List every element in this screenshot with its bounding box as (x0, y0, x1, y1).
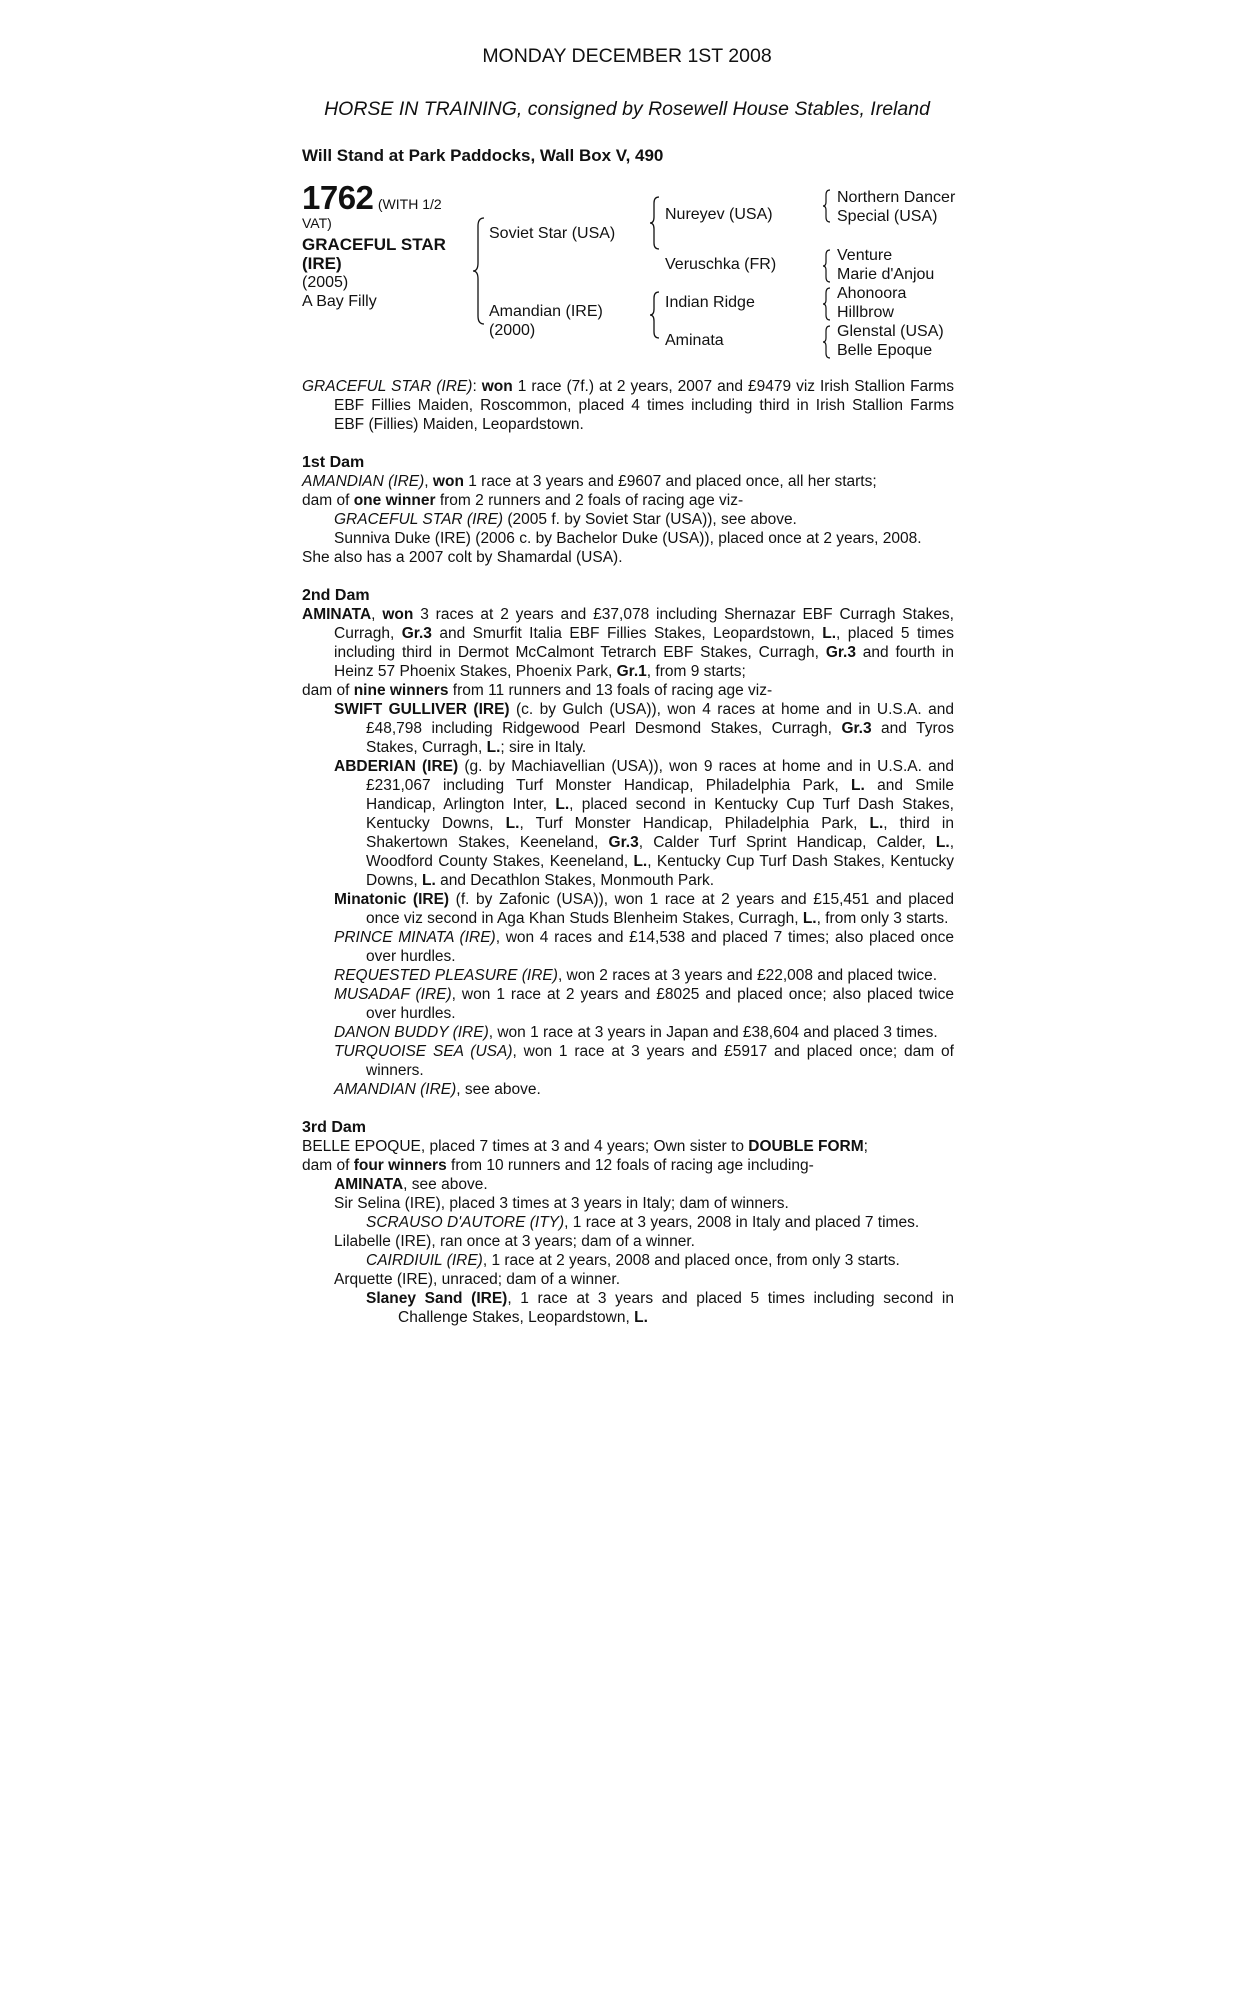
text: , placed 5 times including third in Dermot McCalmont Tetrarch EBF Stakes, Curragh, (334, 625, 954, 661)
produce-name: MUSADAF (IRE) (334, 986, 452, 1003)
lot-info (302, 179, 472, 311)
sire-dam: Veruschka (FR) (665, 256, 777, 273)
text: (g. by Machiavellian (USA)), won 9 races at home and in U.S.A. and £231,067 including Turf Monster Handicap, Philadelphia Park, (366, 758, 954, 794)
text: , won 1 race at 3 years in Japan and £38,604 and placed 3 times. (488, 1024, 938, 1041)
pedigree-brace-g3d (822, 324, 832, 360)
text: and Tyros Stakes, Curragh, (366, 720, 954, 756)
text: from 10 runners and 12 foals of racing age including- (446, 1157, 814, 1174)
text: , won 1 race at 2 years and £8025 and placed once; also placed twice over hurdles. (366, 986, 954, 1022)
horse-description: A Bay Filly (302, 293, 377, 310)
produce-entry (302, 1289, 954, 1327)
pedigree-brace-g3a (822, 188, 832, 224)
produce-name: AMINATA (334, 1176, 404, 1193)
gen3-6: Hillbrow (837, 304, 894, 321)
grade-label: Gr.3 (825, 644, 856, 661)
pedigree-brace-sire (649, 195, 661, 251)
produce-entry (302, 985, 954, 1023)
listed-label: L. (802, 910, 817, 927)
produce-entry (302, 1251, 954, 1270)
pedigree-brace-g3b (822, 248, 832, 284)
gen3-5: Ahonoora (837, 285, 907, 302)
pedigree-brace-g3c (822, 286, 832, 322)
produce-entry (302, 1175, 954, 1194)
pedigree-brace-main (472, 216, 486, 326)
sale-date: MONDAY DECEMBER 1ST 2008 (482, 45, 772, 67)
vat-note: (WITH 1/2 (377, 196, 442, 212)
first-dam-produce (302, 491, 954, 510)
pedigree-block (302, 179, 962, 368)
sire-sire: Nureyev (USA) (665, 206, 773, 223)
listed-label: L. (822, 625, 837, 642)
horse-name-line1: GRACEFUL STAR (302, 235, 446, 254)
produce-name: GRACEFUL STAR (IRE) (334, 511, 504, 528)
listed-label: L. (422, 872, 436, 889)
sire: Soviet Star (USA) (489, 225, 616, 242)
grade-label: Gr.3 (608, 834, 639, 851)
winners-count: four winners (353, 1157, 447, 1174)
winners-count: one winner (353, 492, 436, 509)
listed-label: L. (851, 777, 865, 794)
produce-entry (302, 700, 954, 757)
text: (c. by Gulch (USA)), won 4 races at home and in U.S.A. and £48,798 including Ridgewood Pearl Desmond Stakes, Curragh, (366, 701, 954, 737)
first-dam-record (302, 472, 954, 491)
horse-name: GRACEFUL STAR (IRE) (302, 378, 473, 395)
dam-sire: Indian Ridge (665, 294, 755, 311)
produce-name: TURQUOISE SEA (USA) (334, 1043, 513, 1060)
text: , from only 3 starts. (816, 910, 949, 927)
text: , won 1 race at 3 years and £5917 and placed once; dam of winners. (366, 1043, 954, 1079)
gen3-1: Northern Dancer (837, 189, 956, 206)
foaling-year: (2005) (302, 274, 349, 291)
produce-text: (2005 f. by Soviet Star (USA)), see above. (503, 511, 797, 528)
listed-label: L. (555, 796, 570, 813)
produce-entry (302, 1080, 954, 1099)
produce-name: SCRAUSO D'AUTORE (ITY) (366, 1214, 565, 1231)
third-dam-record (302, 1137, 954, 1156)
third-dam-heading: 3rd Dam (302, 1119, 367, 1136)
dam: Amandian (IRE) (489, 303, 603, 320)
text: , see above. (456, 1081, 541, 1098)
text: , Kentucky Cup Turf Dash Stakes, Kentucky Downs, (366, 853, 954, 889)
listed-label: L. (505, 815, 520, 832)
text: BELLE EPOQUE, placed 7 times at 3 and 4 years; Own sister to (302, 1138, 749, 1155)
produce-name: SWIFT GULLIVER (IRE) (334, 701, 510, 718)
grade-label: Gr.1 (616, 663, 647, 680)
produce-entry (302, 966, 954, 985)
listed-label: L. (633, 853, 648, 870)
produce-entry (302, 510, 954, 529)
produce-entry: Sir Selina (IRE), placed 3 times at 3 years in Italy; dam of winners. (334, 1195, 789, 1212)
record-text: 1 race at 3 years and £9607 and placed once, all her starts; (463, 473, 877, 490)
dam-year: (2000) (489, 322, 536, 339)
catalogue-body (302, 377, 954, 1327)
produce-entry: Lilabelle (IRE), ran once at 3 years; dam of a winner. (334, 1233, 695, 1250)
second-dam-record: AMINATA, won 3 races at 2 years and £37,078 including Shernazar EBF Curragh Stakes, Curragh, Gr.3 and Smurfit Italia EBF Fillies Stakes, Leopardstown, L., placed 5 times including third in Dermot McCalmont Tetrarch EBF Stakes, Curragh, Gr.3 and fourth in Heinz 57 Phoenix Stakes, Phoenix Park, Gr.1, from 9 starts; (302, 606, 954, 680)
dam-name: AMINATA (302, 606, 372, 623)
text: , 1 race at 2 years, 2008 and placed once, from only 3 starts. (482, 1252, 900, 1269)
produce-entry: Arquette (IRE), unraced; dam of a winner. (334, 1271, 621, 1288)
text: , third in Shakertown Stakes, Keeneland, (366, 815, 954, 851)
stand-location: Will Stand at Park Paddocks, Wall Box V, 490 (302, 146, 664, 165)
text: from 2 runners and 2 foals of racing age viz- (435, 492, 744, 509)
produce-entry (302, 757, 954, 890)
text: ; (863, 1138, 868, 1155)
winners-count: nine winners (353, 682, 449, 699)
listed-label: L. (486, 739, 501, 756)
grade-label: Gr.3 (401, 625, 432, 642)
won-label: won (481, 378, 513, 395)
text: , won 2 races at 3 years and £22,008 and placed twice. (557, 967, 938, 984)
text: , won 4 races and £14,538 and placed 7 times; also placed once over hurdles. (366, 929, 954, 965)
produce-name: PRINCE MINATA (IRE) (334, 929, 496, 946)
text: , placed second in Kentucky Cup Turf Dash Stakes, Kentucky Downs, (366, 796, 954, 832)
gen3-2: Special (USA) (837, 208, 938, 225)
produce-name: Slaney Sand (IRE) (366, 1290, 508, 1307)
text: , Woodford County Stakes, Keeneland, (366, 834, 954, 870)
text: and Smile Handicap, Arlington Inter, (366, 777, 954, 813)
won-label: won (432, 473, 464, 490)
grade-label: Gr.3 (841, 720, 872, 737)
second-dam-produce (302, 681, 954, 700)
dam-name: AMANDIAN (IRE) (302, 473, 425, 490)
produce-entry (302, 1042, 954, 1080)
listed-label: L. (869, 815, 884, 832)
text: , Calder Turf Sprint Handicap, Calder, (638, 834, 936, 851)
dam-dam: Aminata (665, 332, 724, 349)
produce-entry (302, 890, 954, 928)
horse-record (302, 377, 954, 434)
text: dam of (302, 1157, 354, 1174)
produce-entry (302, 1023, 954, 1042)
text: and fourth in Heinz 57 Phoenix Stakes, Phoenix Park, (334, 644, 954, 680)
produce-name: DANON BUDDY (IRE) (334, 1024, 489, 1041)
text: and Smurfit Italia EBF Fillies Stakes, Leopardstown, (431, 625, 823, 642)
record-text: 1 race (7f.) at 2 years, 2007 and £9479 viz Irish Stallion Farms EBF Fillies Maiden, Roscommon, placed 4 times including third in Irish Stallion Farms EBF (Fillies) Maiden, Leopardstown. (334, 378, 954, 433)
consignment-line: HORSE IN TRAINING, consigned by Rosewell House Stables, Ireland (324, 98, 930, 120)
produce-name: Minatonic (IRE) (334, 891, 450, 908)
text: (f. by Zafonic (USA)), won 1 race at 2 years and £15,451 and placed once viz second in Aga Khan Studs Blenheim Stakes, Curragh, (366, 891, 954, 927)
produce-name: REQUESTED PLEASURE (IRE) (334, 967, 558, 984)
text: from 11 runners and 13 foals of racing age viz- (448, 682, 773, 699)
second-dam-heading: 2nd Dam (302, 587, 370, 604)
produce-entry (302, 928, 954, 966)
text: , (424, 473, 433, 490)
vat-note-cont: VAT) (302, 215, 332, 231)
gen3-4: Marie d'Anjou (837, 266, 935, 283)
sibling-name: DOUBLE FORM (748, 1138, 864, 1155)
text: ; sire in Italy. (500, 739, 587, 756)
produce-name: AMANDIAN (IRE) (334, 1081, 457, 1098)
gen3-7: Glenstal (USA) (837, 323, 944, 340)
text: dam of (302, 492, 354, 509)
first-dam-heading: 1st Dam (302, 454, 365, 471)
pedigree-brace-dam (649, 290, 661, 340)
lot-number: 1762 (302, 179, 374, 216)
listed-label: L. (935, 834, 950, 851)
text: , 1 race at 3 years, 2008 in Italy and placed 7 times. (564, 1214, 920, 1231)
text: dam of (302, 682, 354, 699)
third-dam-produce (302, 1156, 954, 1175)
won-label: won (382, 606, 414, 623)
gen3-3: Venture (837, 247, 893, 264)
gen3-8: Belle Epoque (837, 342, 933, 359)
text: : (472, 378, 482, 395)
text: and Decathlon Stakes, Monmouth Park. (435, 872, 715, 889)
text: , 1 race at 3 years and placed 5 times including second in Challenge Stakes, Leopardstown, (398, 1290, 954, 1326)
colt-note: She also has a 2007 colt by Shamardal (USA). (302, 549, 623, 566)
text: , Turf Monster Handicap, Philadelphia Park, (519, 815, 870, 832)
text: , from 9 starts; (646, 663, 746, 680)
produce-name: ABDERIAN (IRE) (334, 758, 459, 775)
produce-name: CAIRDIUIL (IRE) (366, 1252, 483, 1269)
text: 3 races at 2 years and £37,078 including Shernazar EBF Curragh Stakes, Curragh, (334, 606, 954, 642)
produce-entry (302, 1213, 954, 1232)
text: , see above. (403, 1176, 488, 1193)
horse-name-line2: (IRE) (302, 254, 342, 273)
produce-entry: Sunniva Duke (IRE) (2006 c. by Bachelor Duke (USA)), placed once at 2 years, 2008. (334, 530, 922, 547)
listed-label: L. (634, 1309, 648, 1326)
